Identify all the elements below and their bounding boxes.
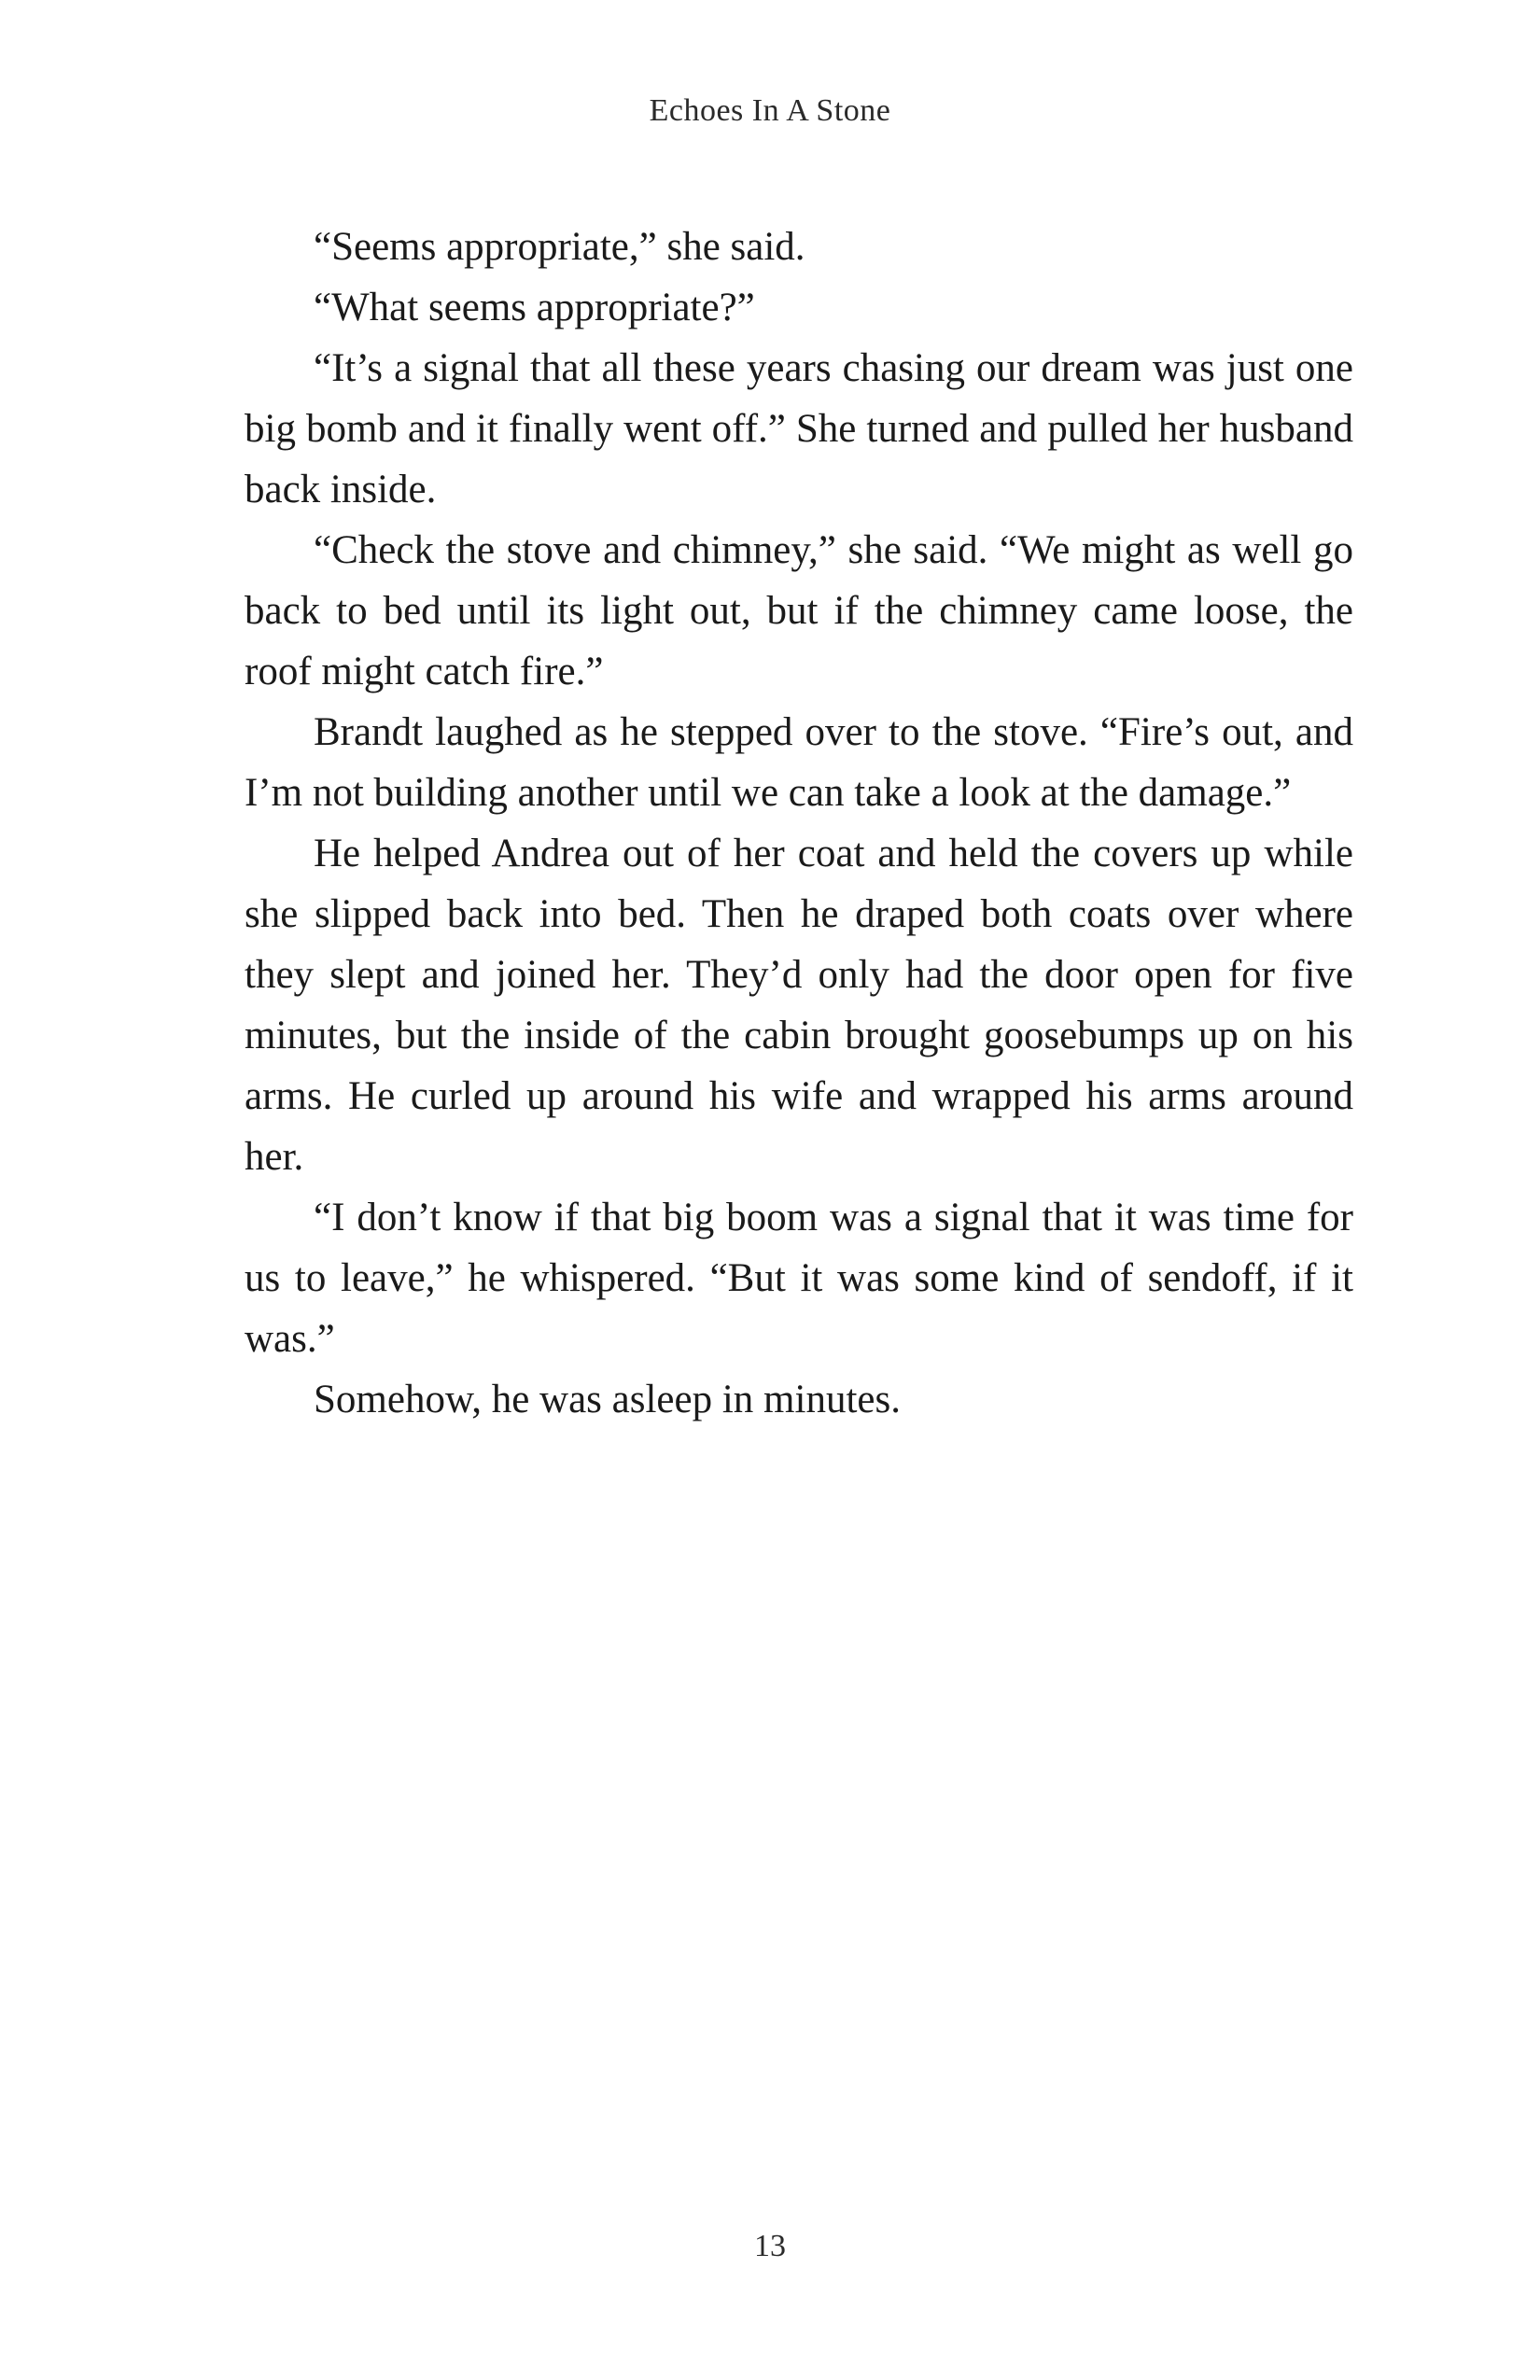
paragraph: “Seems appropriate,” she said. bbox=[314, 225, 805, 269]
paragraph: “Check the stove and chimney,” she said. “We might as well go back to bed until its light out, but if the chimney came loose, the roof might catch fire.” bbox=[245, 528, 1353, 693]
paragraph: Somehow, he was asleep in minutes. bbox=[314, 1378, 901, 1421]
paragraph: “It’s a signal that all these years chasing our dream was just one big bomb and it finally went off.” She turned and pulled her husband back inside. bbox=[245, 346, 1353, 511]
paragraph: Brandt laughed as he stepped over to the stove. “Fire’s out, and I’m not building another until we can take a look at the damage.” bbox=[245, 710, 1353, 815]
running-header: Echoes In A Stone bbox=[649, 93, 891, 128]
paragraph: “I don’t know if that big boom was a signal that it was time for us to leave,” he whispered. “But it was some kind of sendoff, if it was.” bbox=[245, 1196, 1353, 1361]
page-number: 13 bbox=[754, 2229, 786, 2263]
body-text bbox=[245, 217, 1353, 1430]
paragraph: “What seems appropriate?” bbox=[314, 286, 755, 329]
paragraph: He helped Andrea out of her coat and held the covers up while she slipped back into bed. Then he draped both coats over where they slept and joined her. They’d only had the door open for five minutes, but the inside of the cabin brought goosebumps up on his arms. He curled up around his wife and wrapped his arms around her. bbox=[245, 832, 1353, 1179]
